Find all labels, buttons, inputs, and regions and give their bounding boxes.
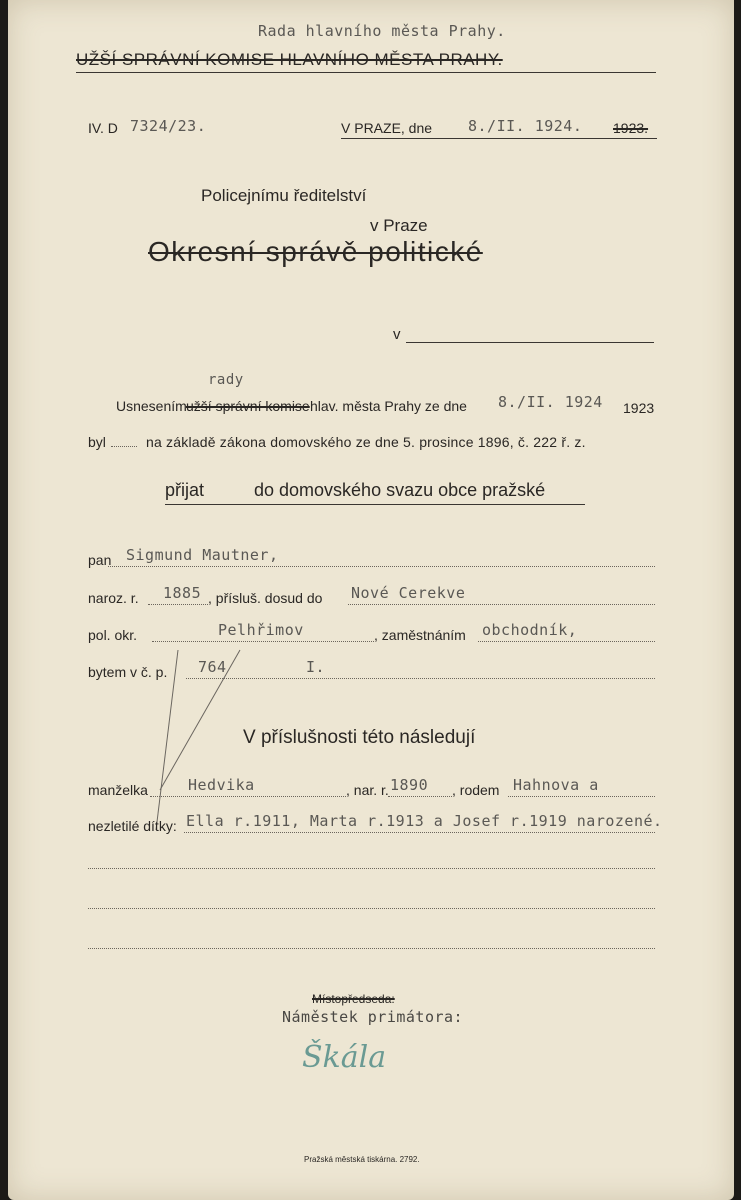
children-value: Ella r.1911, Marta r.1913 a Josef r.1919 narozené.: [186, 812, 663, 830]
resolution-date: 8./II. 1924: [498, 393, 603, 411]
resolution-struck: užší správní komise: [186, 398, 310, 414]
wife-origin-value: Hahnova a: [513, 776, 599, 794]
wife-origin-dots: [508, 796, 655, 797]
v-label: v: [393, 326, 401, 343]
council-stamp: Rada hlavního města Prahy.: [258, 22, 506, 40]
addressee-district-struck: Okresní správě politické: [148, 236, 483, 267]
addressee-in-prague: v Praze: [370, 216, 428, 235]
belong-place: Nové Cerekve: [351, 584, 466, 602]
born-year: 1885: [163, 584, 202, 602]
occupation-value: obchodník,: [482, 621, 578, 639]
printer-imprint: Pražská městská tiskárna. 2792.: [304, 1155, 420, 1164]
accepted-rule: [165, 504, 585, 505]
resolution-mid: hlav. města Prahy ze dne: [310, 398, 467, 414]
blank-line-2: [88, 908, 655, 909]
printed-year: 1923.: [613, 120, 649, 136]
addressee-police: Policejnímu ředitelství: [201, 186, 367, 205]
resolution-year: 1923: [623, 400, 655, 416]
commission-title: UŽŠÍ SPRÁVNÍ KOMISE HLAVNÍHO MĚSTA PRAHY.: [76, 50, 503, 69]
name-dots: [108, 566, 655, 567]
wife-label: manželka: [88, 782, 148, 798]
date-rule: [341, 138, 657, 139]
family-heading: V příslušnosti této následují: [243, 727, 476, 748]
person-name: Sigmund Mautner,: [126, 546, 279, 564]
belong-label: , přísluš. dosud do: [208, 590, 323, 606]
accepted-rest: do domovského svazu obce pražské: [254, 480, 546, 500]
residence-number: 764: [198, 658, 227, 676]
born-dots: [148, 604, 208, 605]
wife-name: Hedvika: [188, 776, 255, 794]
wife-origin-label: , rodem: [452, 782, 500, 798]
ref-prefix: IV. D: [88, 120, 118, 136]
date-value: 8./II. 1924.: [468, 117, 583, 135]
wife-born-dots: [388, 796, 452, 797]
belong-dots: [348, 604, 655, 605]
wife-dots: [150, 796, 346, 797]
title-rule: [76, 72, 656, 73]
wife-born-year: 1890: [390, 776, 429, 794]
pan-label: pan: [88, 552, 112, 568]
blank-line-3: [88, 948, 655, 949]
place-label: V PRAZE, dne: [341, 120, 433, 136]
blank-line-1: [88, 868, 655, 869]
accepted-word: přijat: [165, 480, 205, 500]
resolution-prefix: Usnesením: [116, 398, 187, 414]
occupation-dots: [478, 641, 655, 642]
children-dots: [184, 832, 655, 833]
rady-typed: rady: [208, 372, 244, 388]
ref-number: 7324/23.: [130, 117, 207, 135]
law-text: na základě zákona domovského ze dne 5. prosince 1896, č. 222 ř. z.: [146, 434, 586, 450]
signature: Škála: [302, 1040, 387, 1075]
children-label: nezletilé dítky:: [88, 818, 177, 834]
role-typed: Náměstek primátora:: [282, 1008, 464, 1026]
district-label: pol. okr.: [88, 627, 138, 643]
occupation-label: , zaměstnáním: [374, 627, 466, 643]
role-struck: Místopředseda:: [312, 992, 395, 1006]
residence-district: I.: [306, 658, 326, 676]
district-value: Pelhřimov: [218, 621, 304, 639]
byl-label: byl: [88, 434, 106, 450]
born-label: naroz. r.: [88, 590, 139, 606]
wife-born-label: , nar. r.: [346, 782, 389, 798]
byl-dots: [111, 446, 137, 447]
residence-dots: [186, 678, 655, 679]
document-sheet: [8, 0, 734, 1200]
residence-label: bytem v č. p.: [88, 664, 168, 680]
pencil-strokes: [148, 640, 248, 840]
v-rule: [406, 342, 654, 343]
